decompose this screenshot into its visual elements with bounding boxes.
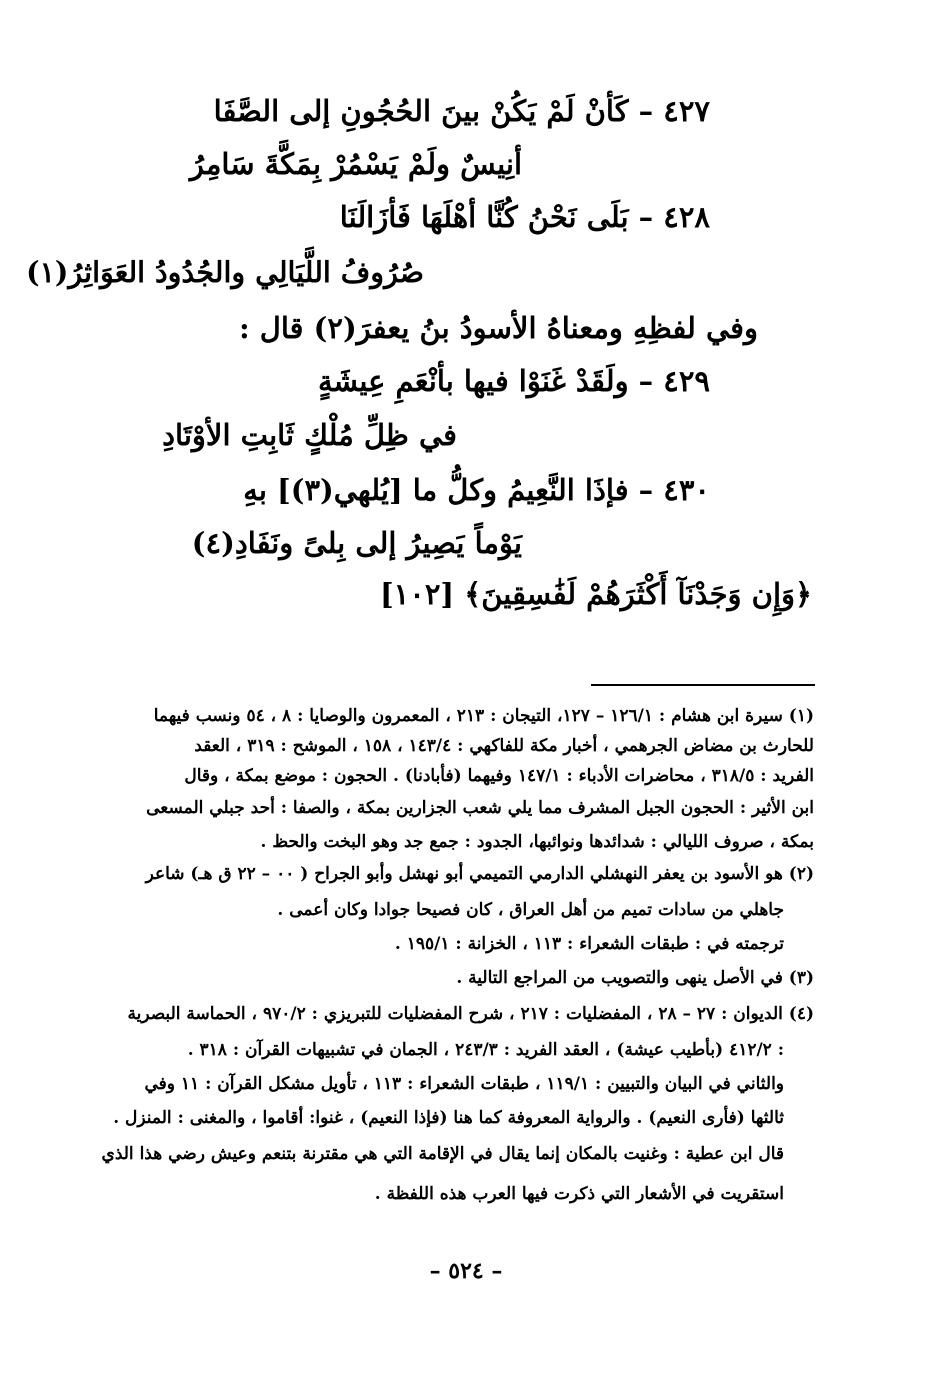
- verse-429-second-hemistich: في ظِلِّ مُلْكٍ ثَابِتِ الأوْتَادِ: [162, 418, 457, 452]
- footnote-2-line-1: (٢) هو الأسود بن يعفر النهشلي الدارمي التميمي أبو نهشل وأبو الجراح ( ٠٠ – ٢٢ ق هـ) شاعر: [145, 864, 814, 884]
- verse-428-second-hemistich: صُرُوفُ اللَّيَالِي والجُدُودُ العَوَاثِرُ(١): [26, 255, 424, 289]
- verse-429-first-hemistich: ٤٢٩ – ولَقَدْ غَنَوْا فيها بأنْعَمِ عِيشَةٍ: [317, 364, 710, 398]
- footnote-4-line-4: ثالثها (فأرى النعيم) . والرواية المعروفة كما هنا (فإذا النعيم) ، غنوا: أقاموا ، والمغنى : المنزل .: [113, 1108, 784, 1128]
- verse-430-second-hemistich: يَوْماً يَصِيرُ إلى بِلىً ونَفَادِ(٤): [191, 526, 522, 560]
- footnote-4-line-3: والثاني في البيان والتبيين : ١١٩/١ ، طبقات الشعراء : ١١٣ ، تأويل مشكل القرآن : ١١ وفي: [144, 1074, 784, 1094]
- prose-intro-al-aswad: وفي لفظِهِ ومعناهُ الأسودُ بنُ يعفرَ(٢) قال :: [238, 311, 758, 345]
- footnote-1-line-4: ابن الأثير : الحجون الجبل المشرف مما يلي شعب الجزارين بمكة ، والصفا : أحد جبلي المسعى: [146, 798, 814, 818]
- footnote-1-line-5: بمكة ، صروف الليالي : شدائدها ونوائبها، الجدود : جمع جد وهو البخت والحظ .: [260, 832, 814, 852]
- footnote-2-line-3: ترجمته في : طبقات الشعراء : ١١٣ ، الخزانة : ١٩٥/١ .: [394, 934, 784, 954]
- verse-427-second-hemistich: أنِيسٌ ولَمْ يَسْمُرْ بِمَكَّةَ سَامِرُ: [189, 147, 522, 181]
- footnote-2-line-2: جاهلي من سادات تميم من أهل العراق ، كان فصيحا جوادا وكان أعمى .: [277, 900, 784, 920]
- footnote-separator: [591, 684, 815, 686]
- footnote-4-line-1: (٤) الديوان : ٢٧ – ٢٨ ، المفضليات : ٢١٧ ، شرح المفضليات للتبريزي : ٩٧٠/٢ ، الحماسة البصرية: [127, 1004, 814, 1024]
- verse-430-first-hemistich: ٤٣٠ – فإذَا النَّعِيمُ وكلُّ ما [يُلهي(٣)] بهِ: [243, 473, 710, 507]
- footnote-1-line-1: (١) سيرة ابن هشام : ١٢٦/١ – ١٢٧، التيجان : ٢١٣ ، المعمرون والوصايا : ٨ ، ٥٤ ونسب فيهما: [153, 706, 814, 726]
- footnote-4-line-5: قال ابن عطية : وغنيت بالمكان إنما يقال في الإقامة التي هي مقترنة بتنعم وعيش رضي هذا الذي: [101, 1144, 784, 1164]
- footnote-1-line-2: للحارث بن مضاض الجرهمي ، أخبار مكة للفاكهي : ١٤٣/٤ ، ١٥٨ ، الموشح : ٣١٩ ، العقد: [194, 736, 814, 756]
- verse-427-first-hemistich: ٤٢٧ – كَأنْ لَمْ يَكُنْ بينَ الحُجُونِ إلى الصَّفَا: [213, 94, 710, 128]
- verse-428-first-hemistich: ٤٢٨ – بَلَى نَحْنُ كُنَّا أهْلَهَا فَأزَالَنَا: [339, 200, 710, 234]
- quran-verse-102: ﴿وَإِن وَجَدْنَآ أَكْثَرَهُمْ لَفَٰسِقِينَ﴾ [١٠٢]: [379, 577, 812, 611]
- footnote-4-line-6: استقريت في الأشعار التي ذكرت فيها العرب هذه اللفظة .: [374, 1184, 784, 1204]
- page-number: – ٥٢٤ –: [429, 1258, 503, 1284]
- footnote-1-line-3: الفريد : ٣١٨/٥ ، محاضرات الأدباء : ١٤٧/١ وفيهما (فأبادنا) . الحجون : موضع بمكة ، وقال: [184, 766, 814, 786]
- footnote-3: (٣) في الأصل ينهى والتصويب من المراجع التالية .: [456, 968, 814, 988]
- footnote-4-line-2: : ٤١٢/٢ (بأطيب عيشة) ، العقد الفريد : ٢٤٣/٣ ، الجمان في تشبيهات القرآن : ٣١٨ .: [187, 1040, 784, 1060]
